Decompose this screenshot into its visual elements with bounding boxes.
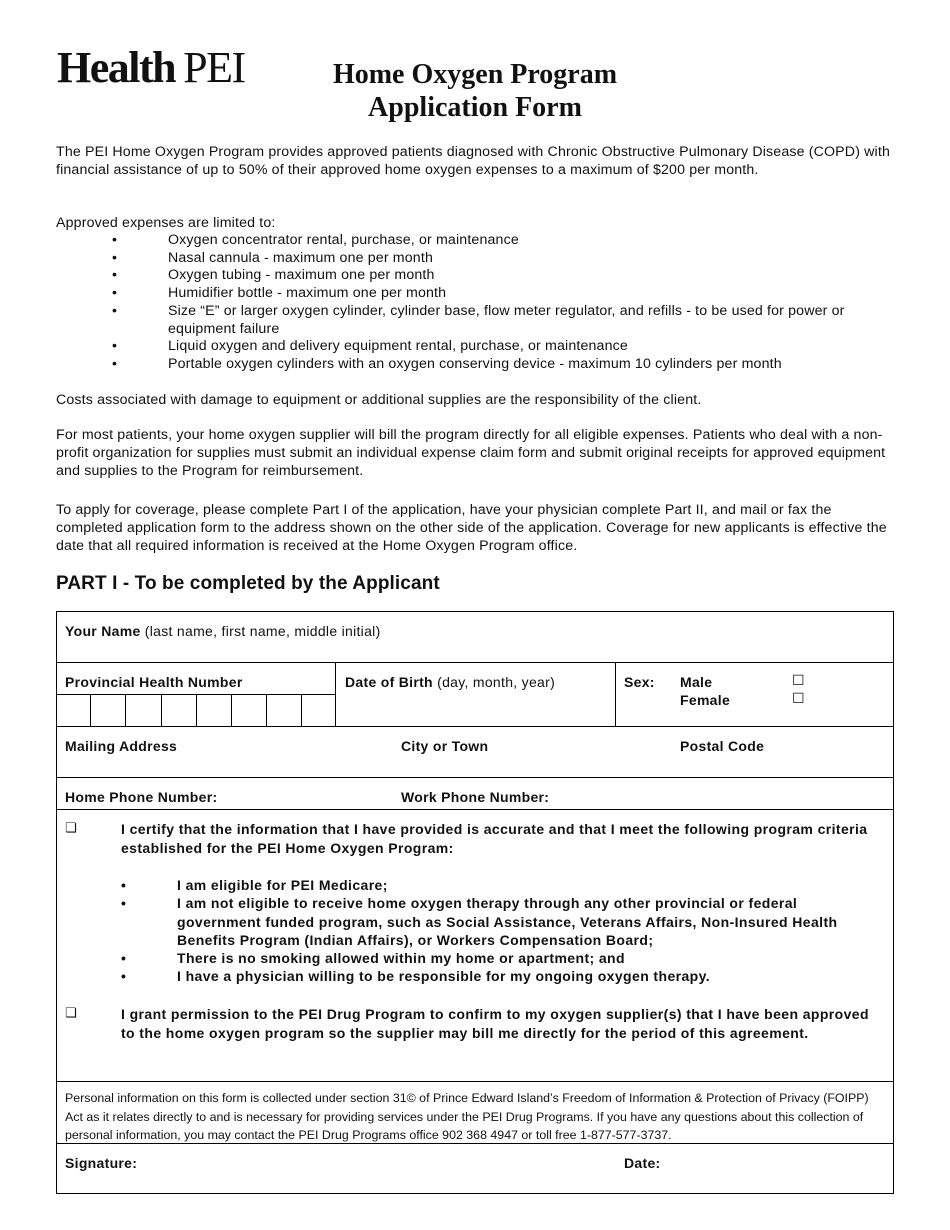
- sex-female-checkbox[interactable]: ☐: [792, 691, 805, 707]
- form-title: [290, 58, 660, 124]
- list-item: • I am eligible for PEI Medicare;: [121, 876, 881, 894]
- postal-code-field[interactable]: Postal Code: [680, 738, 765, 754]
- phn-digit-box[interactable]: [231, 694, 265, 726]
- name-label: Your Name: [65, 623, 141, 639]
- health-pei-logo: [57, 43, 245, 92]
- dob-hint: (day, month, year): [437, 674, 556, 690]
- dob-label: Date of Birth: [345, 674, 433, 690]
- phn-digit-box[interactable]: [161, 694, 195, 726]
- sex-label: Sex:: [624, 674, 655, 690]
- dob-field[interactable]: [345, 674, 555, 690]
- list-item: • Humidifier bottle - maximum one per month: [56, 285, 894, 303]
- divider: [57, 809, 893, 810]
- damage-paragraph: Costs associated with damage to equipment or additional supplies are the responsibility of the client.: [56, 392, 702, 408]
- date-field[interactable]: Date:: [624, 1155, 661, 1171]
- divider: [57, 662, 893, 663]
- list-item: • I am not eligible to receive home oxygen therapy through any other provincial or federal government funded program, such as Social Assistance, Veterans Affairs, Non-Insured Health Benefits Program (Indian Affairs), or Workers Compensation Board;: [121, 894, 881, 949]
- permission-text: I grant permission to the PEI Drug Program to confirm to my oxygen supplier(s) that I have been approved to the home oxygen program so the supplier may bill me directly for the period of this agreement.: [121, 1006, 869, 1041]
- criteria-list: [121, 876, 881, 986]
- list-item: • I have a physician willing to be responsible for my ongoing oxygen therapy.: [121, 967, 881, 985]
- phn-digit-box[interactable]: [301, 694, 335, 726]
- home-phone-field[interactable]: Home Phone Number:: [65, 789, 218, 805]
- applicant-form: [56, 611, 894, 1194]
- divider: [57, 1143, 893, 1144]
- divider: [57, 1081, 893, 1082]
- phn-digit-box[interactable]: [266, 694, 300, 726]
- mailing-address-field[interactable]: Mailing Address: [65, 738, 178, 754]
- phn-digit-box[interactable]: [90, 694, 124, 726]
- intro-paragraph: The PEI Home Oxygen Program provides approved patients diagnosed with Chronic Obstructive Pulmonary Disease (COPD) with financial assistance of up to 50% of their approved home oxygen expenses to a maximum of $200 per month.: [56, 144, 890, 178]
- list-item: • Nasal cannula - maximum one per month: [56, 250, 894, 268]
- divider: [57, 777, 893, 778]
- sex-female-label: Female: [680, 692, 731, 708]
- logo-bold-text: Health: [57, 43, 176, 92]
- name-hint: (last name, first name, middle initial): [144, 623, 381, 639]
- divider: [615, 662, 616, 726]
- sex-male-checkbox[interactable]: ☐: [792, 673, 805, 689]
- privacy-notice: Personal information on this form is collected under section 31© of Prince Edward Island’s Freedom of Information & Protection of Privacy (FOIPP) Act as it relates directly to and is necessary for providing services under the PEI Drug Programs. If you have any questions about this collection of personal information, you may contact the PEI Drug Programs office 902 368 4947 or toll free 1-877-577-3737.: [65, 1091, 869, 1142]
- list-item: • Oxygen tubing - maximum one per month: [56, 267, 894, 285]
- list-item: • Size “E” or larger oxygen cylinder, cylinder base, flow meter regulator, and refills - to be used for power or equipment failure: [56, 303, 894, 338]
- divider: [57, 726, 893, 727]
- logo-regular-text: PEI: [183, 43, 245, 92]
- list-item: • Portable oxygen cylinders with an oxygen conserving device - maximum 10 cylinders per month: [56, 356, 894, 374]
- phn-digit-box[interactable]: [125, 694, 159, 726]
- title-line-2: Application Form: [368, 92, 582, 123]
- title-line-1: Home Oxygen Program: [332, 59, 618, 90]
- list-item: • There is no smoking allowed within my home or apartment; and: [121, 949, 881, 967]
- name-field[interactable]: [65, 623, 381, 639]
- list-item: • Oxygen concentrator rental, purchase, or maintenance: [56, 232, 894, 250]
- list-item: • Liquid oxygen and delivery equipment rental, purchase, or maintenance: [56, 338, 894, 356]
- permission-checkbox[interactable]: ❏: [65, 1006, 77, 1021]
- certify-checkbox[interactable]: ❏: [65, 821, 77, 836]
- expenses-list: [56, 232, 894, 374]
- part1-title: PART I - To be completed by the Applicant: [56, 573, 440, 594]
- signature-field[interactable]: Signature:: [65, 1155, 138, 1171]
- expenses-heading: Approved expenses are limited to:: [56, 215, 276, 231]
- phn-label: Provincial Health Number: [65, 674, 243, 690]
- divider: [335, 662, 336, 726]
- phn-digit-box[interactable]: [196, 694, 230, 726]
- work-phone-field[interactable]: Work Phone Number:: [401, 789, 550, 805]
- city-field[interactable]: City or Town: [401, 738, 489, 754]
- billing-paragraph: For most patients, your home oxygen supplier will bill the program directly for all eligible expenses. Patients who deal with a non-profit organization for supplies must submit an individual expense claim form and submit original receipts for approved equipment and supplies to the Program for reimbursement.: [56, 427, 886, 479]
- certify-text: I certify that the information that I have provided is accurate and that I meet the following program criteria established for the PEI Home Oxygen Program:: [121, 821, 868, 856]
- sex-male-label: Male: [680, 674, 713, 690]
- apply-paragraph: To apply for coverage, please complete Part I of the application, have your physician complete Part II, and mail or fax the completed application form to the address shown on the other side of the application. Coverage for new applicants is effective the date that all required information is received at the Home Oxygen Program office.: [56, 502, 887, 554]
